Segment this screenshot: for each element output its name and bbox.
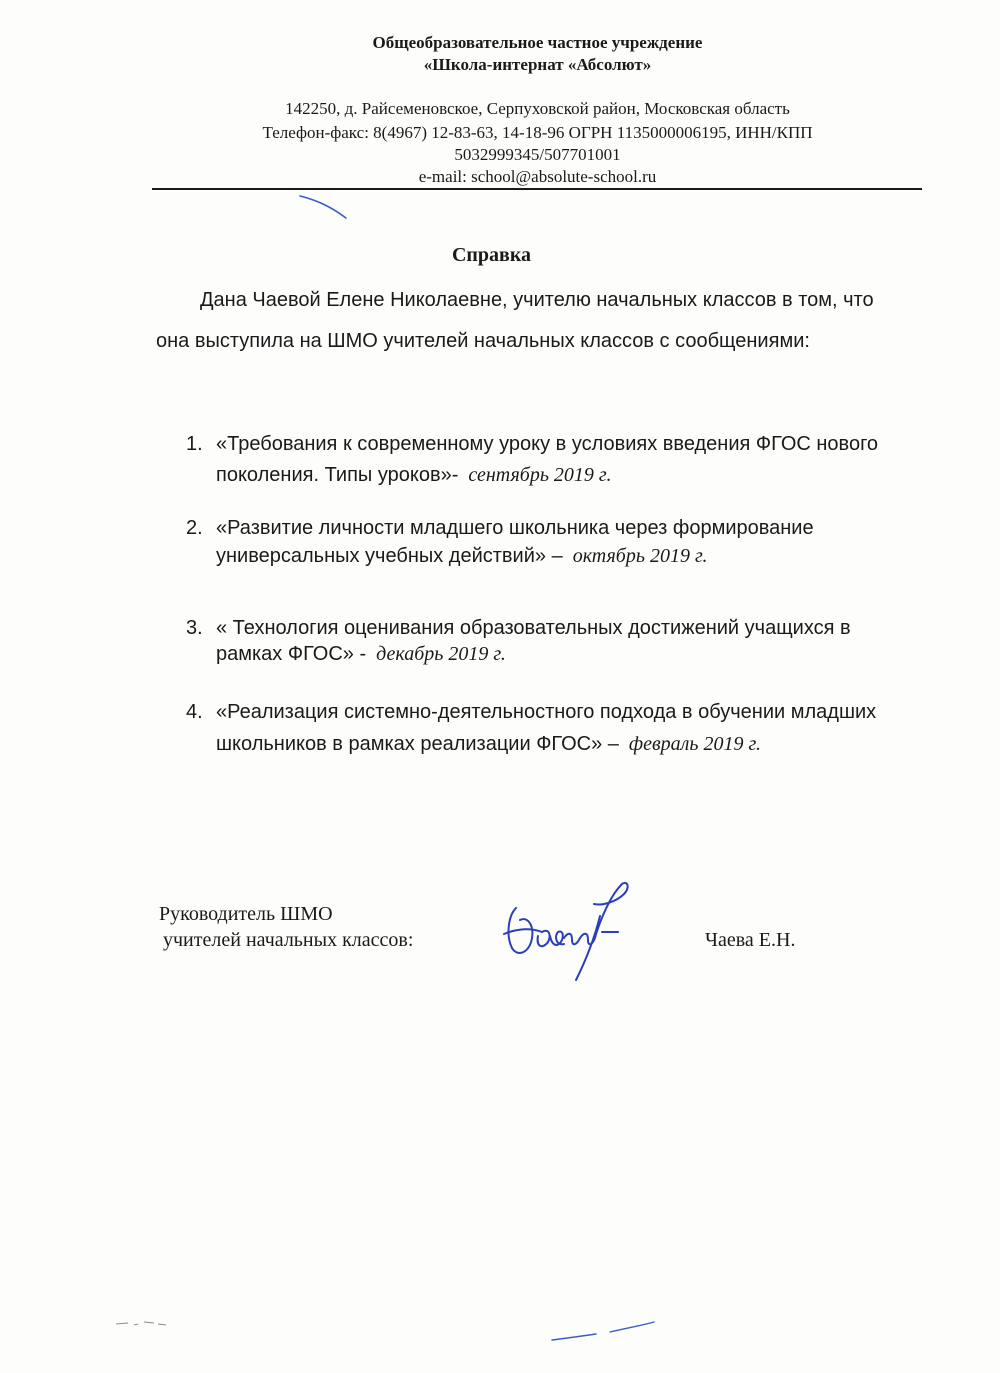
list-item-number: 3. bbox=[186, 617, 203, 639]
org-address: 142250, д. Райсеменовское, Серпуховской район, Московская область bbox=[285, 99, 790, 118]
list-item-line2: поколения. Типы уроков»- bbox=[216, 464, 459, 486]
list-item-date: декабрь 2019 г. bbox=[376, 643, 506, 665]
list-item-number: 4. bbox=[186, 701, 203, 723]
org-phone: Телефон-факс: 8(4967) 12-83-63, 14-18-96 ОГРН 1135000006195, ИНН/КПП bbox=[262, 123, 813, 142]
document-title: Справка bbox=[451, 244, 532, 266]
list-item-line1: «Развитие личности младшего школьника через формирование bbox=[216, 517, 814, 539]
pen-mark bbox=[298, 192, 354, 222]
handwritten-signature bbox=[498, 876, 633, 984]
list-item-line2: рамках ФГОС» - bbox=[216, 643, 367, 665]
list-item-line2: универсальных учебных действий» – bbox=[216, 545, 563, 567]
org-name-line2: «Школа-интернат «Абсолют» bbox=[423, 55, 652, 74]
org-email: e-mail: school@absolute-school.ru bbox=[418, 167, 657, 186]
list-item-line1: « Технология оценивания образовательных достижений учащихся в bbox=[216, 617, 851, 639]
list-item-date: февраль 2019 г. bbox=[628, 733, 762, 755]
org-inn-kpp: 5032999345/507701001 bbox=[454, 145, 621, 164]
signoff-role-line1: Руководитель ШМО bbox=[159, 903, 333, 925]
list-item-line2: школьников в рамках реализации ФГОС» – bbox=[216, 733, 619, 755]
letterhead-divider bbox=[152, 188, 922, 190]
list-item-line1: «Требования к современному уроку в условиях введения ФГОС нового bbox=[216, 433, 879, 455]
scan-speck bbox=[114, 1316, 170, 1330]
org-name-line1: Общеобразовательное частное учреждение bbox=[372, 33, 703, 52]
intro-line-2: она выступила на ШМО учителей начальных классов с сообщениями: bbox=[156, 330, 810, 352]
list-item-number: 2. bbox=[186, 517, 203, 539]
list-item-date: сентябрь 2019 г. bbox=[468, 464, 612, 486]
signoff-role-line2: учителей начальных классов: bbox=[163, 929, 414, 951]
list-item-number: 1. bbox=[186, 433, 203, 455]
signatory-name: Чаева Е.Н. bbox=[705, 929, 796, 951]
list-item-line1: «Реализация системно-деятельностного подхода в обучении младших bbox=[216, 701, 877, 723]
pen-mark bbox=[548, 1318, 658, 1344]
list-item-date: октябрь 2019 г. bbox=[572, 545, 708, 567]
intro-line-1: Дана Чаевой Елене Николаевне, учителю начальных классов в том, что bbox=[200, 289, 874, 311]
